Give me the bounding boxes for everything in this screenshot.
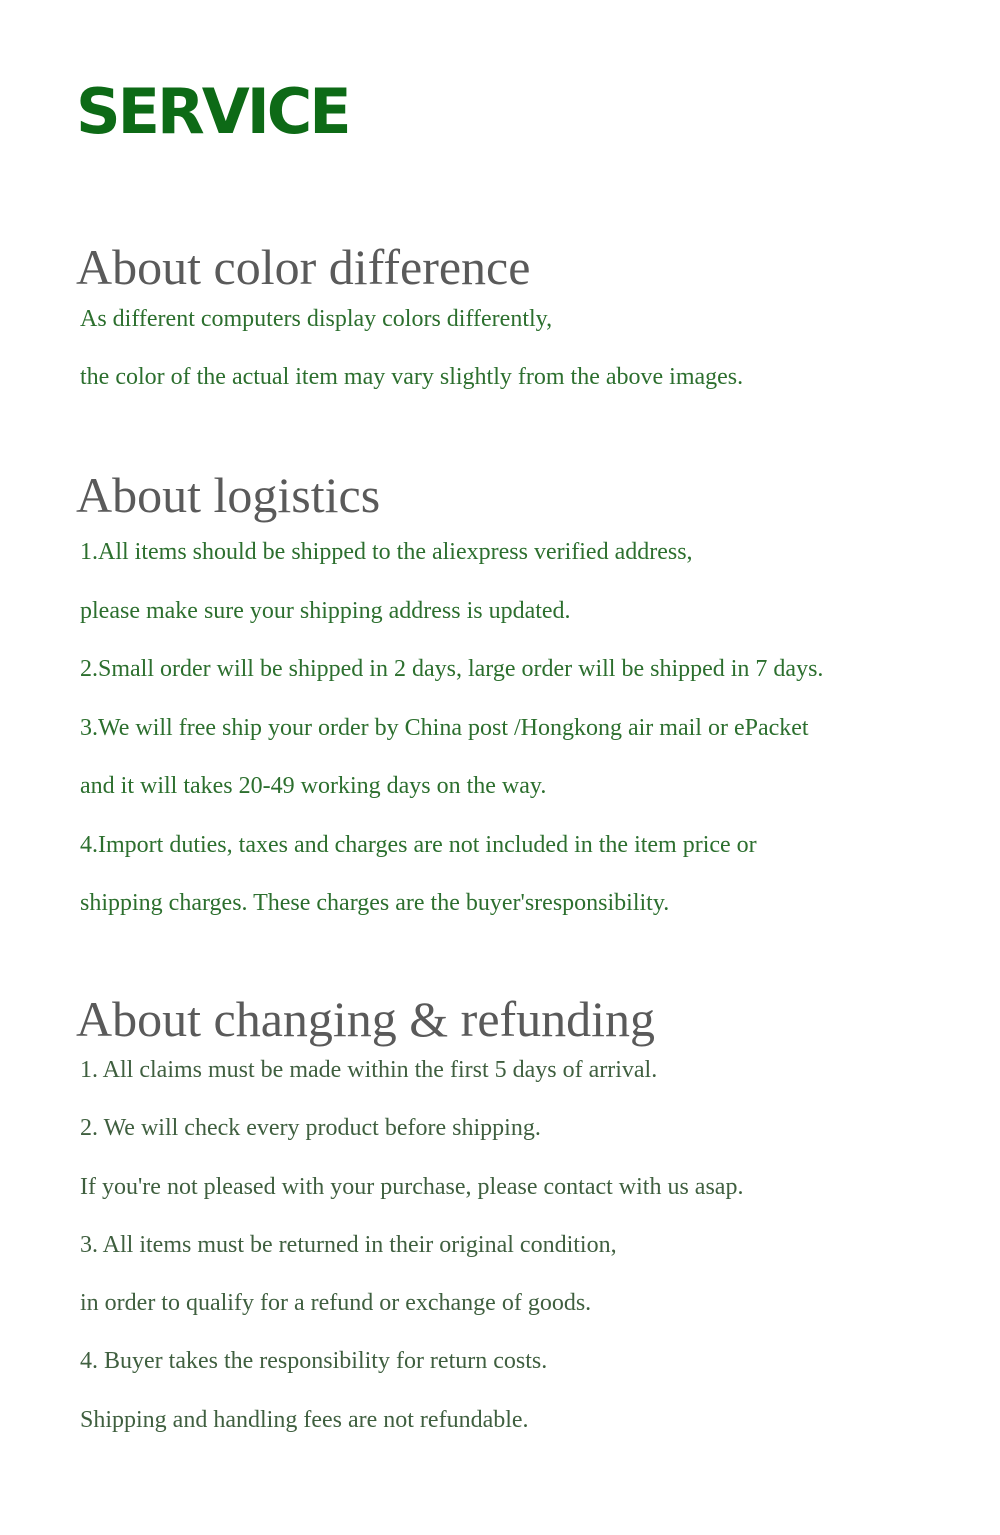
text-line: 4.Import duties, taxes and charges are not included in the item price or xyxy=(80,831,757,858)
text-line: 1.All items should be shipped to the aliexpress verified address, xyxy=(80,539,693,565)
text-line: in order to qualify for a refund or exchange of goods. xyxy=(80,1290,592,1317)
text-line: 1. All claims must be made within the first 5 days of arrival. xyxy=(80,1057,658,1083)
text-line: please make sure your shipping address is updated. xyxy=(80,597,571,624)
text-line: shipping charges. These charges are the buyer'sresponsibility. xyxy=(80,890,670,916)
text-line: Shipping and handling fees are not refundable. xyxy=(80,1406,529,1433)
text-line: 2. We will check every product before shipping. xyxy=(80,1115,541,1142)
section-heading-color-difference: About color difference xyxy=(76,239,531,295)
text-line: 3. All items must be returned in their original condition, xyxy=(80,1231,617,1258)
text-line: 4. Buyer takes the responsibility for return costs. xyxy=(80,1348,548,1375)
text-line: the color of the actual item may vary slightly from the above images. xyxy=(80,364,744,390)
section-body-color-difference xyxy=(80,300,743,416)
text-line: 2.Small order will be shipped in 2 days, large order will be shipped in 7 days. xyxy=(80,656,824,682)
text-line: As different computers display colors differently, xyxy=(80,306,553,332)
text-line: If you're not pleased with your purchase, please contact with us asap. xyxy=(80,1173,744,1200)
section-body-logistics xyxy=(80,533,823,943)
text-line: and it will takes 20-49 working days on the way. xyxy=(80,773,547,799)
text-line: 3.We will free ship your order by China post /Hongkong air mail or ePacket xyxy=(80,714,809,741)
page-title: SERVICE xyxy=(76,75,349,148)
section-heading-logistics: About logistics xyxy=(76,467,381,523)
section-body-changing-refunding xyxy=(80,1051,743,1459)
section-heading-changing-refunding: About changing & refunding xyxy=(76,991,656,1047)
